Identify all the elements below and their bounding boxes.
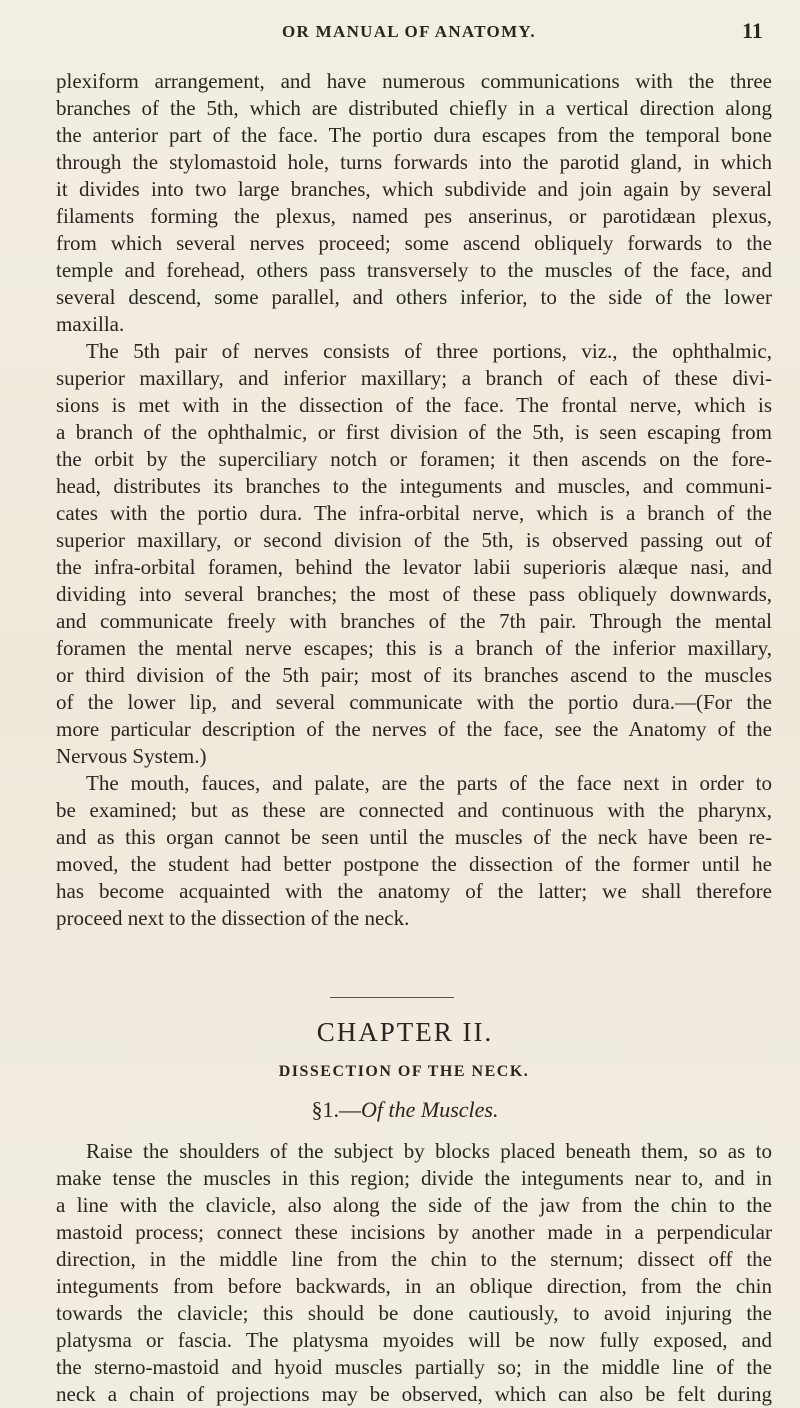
text-line: it divides into two large branches, which subdivide and join again by several bbox=[56, 177, 772, 201]
text-line: plexiform arrangement, and have numerous communications with the three bbox=[56, 69, 772, 93]
text-line: maxilla. bbox=[56, 312, 125, 336]
text-line: temple and forehead, others pass transversely to the muscles of the face, and bbox=[56, 258, 772, 282]
subsection-title: Of the Muscles. bbox=[361, 1097, 499, 1122]
text-line: integuments from before backwards, in an oblique direction, from the chin bbox=[56, 1274, 772, 1298]
text-line: proceed next to the dissection of the neck. bbox=[56, 906, 410, 930]
text-line: through the stylomastoid hole, turns forwards into the parotid gland, in which bbox=[56, 150, 772, 174]
paragraph-neck-dissection bbox=[56, 1138, 772, 1408]
text-line: the infra-orbital foramen, behind the levator labii superioris alæque nasi, and bbox=[56, 555, 772, 579]
text-line: or third division of the 5th pair; most of its branches ascend to the muscles bbox=[56, 663, 772, 687]
text-line: head, distributes its branches to the integuments and muscles, and communi- bbox=[56, 474, 772, 498]
text-line: has become acquainted with the anatomy of the latter; we shall therefore bbox=[56, 879, 772, 903]
text-line: and as this organ cannot be seen until the muscles of the neck have been re- bbox=[56, 825, 772, 849]
text-line: the sterno-mastoid and hyoid muscles partially so; in the middle line of the bbox=[56, 1355, 772, 1379]
text-line: make tense the muscles in this region; divide the integuments near to, and in bbox=[56, 1166, 772, 1190]
text-line: mastoid process; connect these incisions by another made in a perpendicular bbox=[56, 1220, 772, 1244]
text-line: the anterior part of the face. The portio dura escapes from the temporal bone bbox=[56, 123, 772, 147]
running-title: OR MANUAL OF ANATOMY. bbox=[282, 22, 536, 41]
text-line: of the lower lip, and several communicate with the portio dura.—(For the bbox=[56, 690, 772, 714]
text-line: superior maxillary, and inferior maxillary; a branch of each of these divi- bbox=[56, 366, 772, 390]
text-line: several descend, some parallel, and others inferior, to the side of the lower bbox=[56, 285, 772, 309]
text-line: branches of the 5th, which are distributed chiefly in a vertical direction along bbox=[56, 96, 772, 120]
text-line: a branch of the ophthalmic, or first division of the 5th, is seen escaping from bbox=[56, 420, 772, 444]
text-line: towards the clavicle; this should be done cautiously, to avoid injuring the bbox=[56, 1301, 772, 1325]
text-line: superior maxillary, or second division of the 5th, is observed passing out of bbox=[56, 528, 772, 552]
text-line: The 5th pair of nerves consists of three portions, viz., the ophthalmic, bbox=[86, 339, 772, 363]
section-heading: DISSECTION OF THE NECK. bbox=[278, 1063, 530, 1080]
text-line: the orbit by the superciliary notch or foramen; it then ascends on the fore- bbox=[56, 447, 772, 471]
running-head bbox=[0, 18, 800, 48]
text-line: direction, in the middle line from the chin to the sternum; dissect off the bbox=[56, 1247, 772, 1271]
page-number: 11 bbox=[742, 18, 763, 43]
text-line: The mouth, fauces, and palate, are the parts of the face next in order to bbox=[86, 771, 772, 795]
subsection-number: §1.— bbox=[311, 1097, 362, 1122]
paragraphs-face-nerves bbox=[56, 68, 772, 824]
text-line: filaments forming the plexus, named pes anserinus, or parotidæan plexus, bbox=[56, 204, 772, 228]
text-line: moved, the student had better postpone the dissection of the former until he bbox=[56, 852, 772, 876]
text-line: Nervous System.) bbox=[56, 744, 207, 768]
text-line: and communicate freely with branches of the 7th pair. Through the mental bbox=[56, 609, 772, 633]
text-line: a line with the clavicle, also along the side of the jaw from the chin to the bbox=[56, 1193, 772, 1217]
text-line: dividing into several branches; the most of these pass obliquely downwards, bbox=[56, 582, 772, 606]
text-line: cates with the portio dura. The infra-orbital nerve, which is a branch of the bbox=[56, 501, 772, 525]
text-line: more particular description of the nerves of the face, see the Anatomy of the bbox=[56, 717, 772, 741]
subsection-heading bbox=[0, 1097, 800, 1123]
text-line: foramen the mental nerve escapes; this is a branch of the inferior maxillary, bbox=[56, 636, 772, 660]
text-line: platysma or fascia. The platysma myoides will be now fully exposed, and bbox=[56, 1328, 772, 1352]
text-line: from which several nerves proceed; some ascend obliquely forwards to the bbox=[56, 231, 772, 255]
text-line: Raise the shoulders of the subject by blocks placed beneath them, so as to bbox=[86, 1139, 772, 1163]
section-divider bbox=[330, 997, 454, 998]
text-line: be examined; but as these are connected and continuous with the pharynx, bbox=[56, 798, 772, 822]
chapter-title: CHAPTER II. bbox=[316, 1017, 494, 1047]
paragraph-mouth-fauces-end bbox=[56, 824, 772, 932]
text-line: sions is met with in the dissection of the face. The frontal nerve, which is bbox=[56, 393, 772, 417]
text-line: neck a chain of projections may be observed, which can also be felt during bbox=[56, 1382, 772, 1406]
